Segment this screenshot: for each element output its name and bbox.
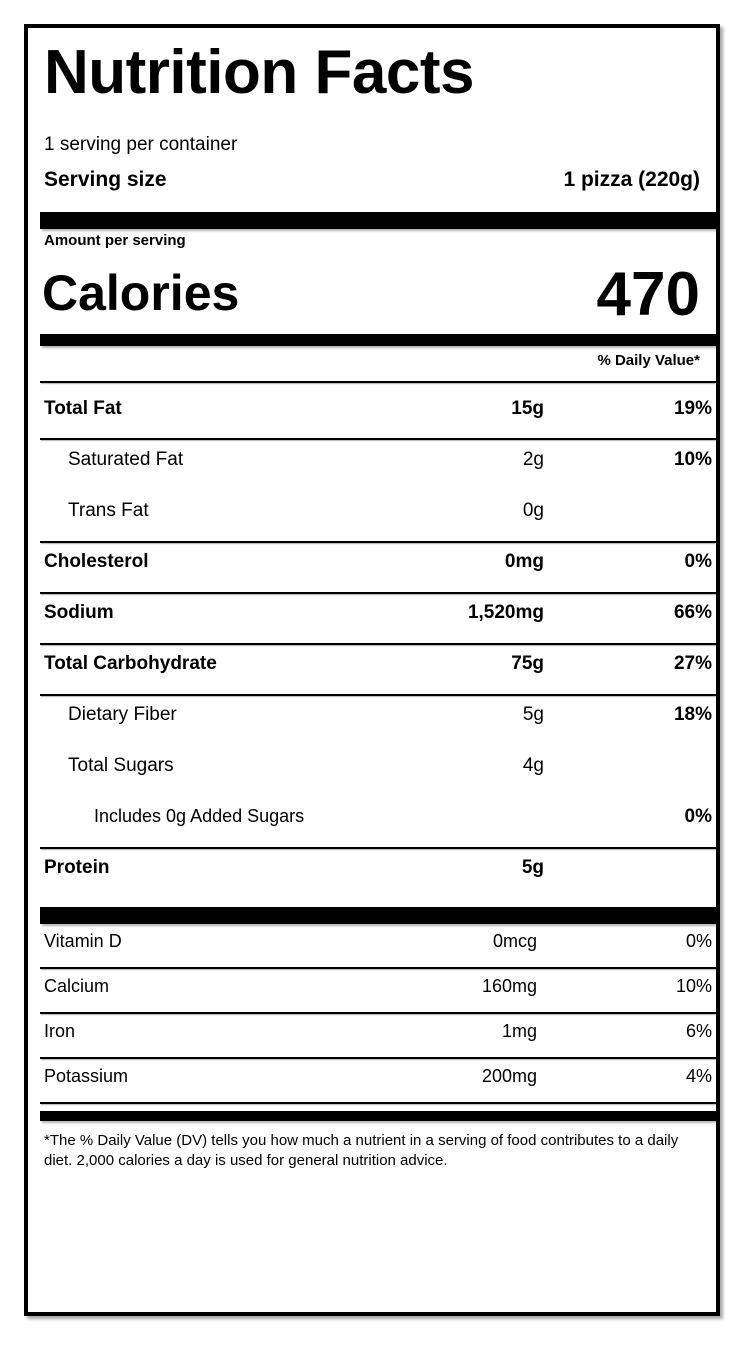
servings-per-container: 1 serving per container bbox=[44, 134, 238, 155]
vitamin-dv: 10% bbox=[675, 976, 712, 996]
nutrient-dv: 0% bbox=[684, 551, 712, 572]
nutrient-amount: 15g bbox=[511, 398, 544, 419]
nutrient-dv: 0% bbox=[684, 806, 712, 827]
vitamin-amount: 0mcg bbox=[492, 931, 537, 951]
row-divider bbox=[40, 967, 716, 969]
nutrient-amount: 5g bbox=[521, 857, 544, 878]
nutrient-amount: 0mg bbox=[504, 551, 544, 572]
row-divider bbox=[40, 643, 716, 645]
nutrient-amount: 75g bbox=[511, 653, 544, 674]
nutrient-dv: 66% bbox=[673, 602, 712, 623]
serving-size-label: Serving size bbox=[44, 168, 167, 191]
vitamin-dv: 6% bbox=[685, 1021, 712, 1041]
nutrient-amount: 0g bbox=[522, 500, 544, 521]
vitamin-amount: 200mg bbox=[481, 1066, 537, 1086]
vitamin-amount: 160mg bbox=[481, 976, 537, 996]
row-divider bbox=[40, 1012, 716, 1014]
vitamin-name: Iron bbox=[44, 1021, 76, 1041]
medium-divider bbox=[40, 1111, 716, 1121]
vitamin-dv: 4% bbox=[685, 1066, 712, 1086]
nutrient-name: Dietary Fiber bbox=[68, 704, 177, 725]
amount-per-serving: Amount per serving bbox=[44, 232, 186, 249]
nutrient-dv: 10% bbox=[673, 449, 712, 470]
nutrient-name: Sodium bbox=[44, 602, 114, 623]
nutrient-amount: 5g bbox=[522, 704, 544, 725]
label-title: Nutrition Facts bbox=[44, 38, 474, 107]
daily-value-header: % Daily Value* bbox=[597, 352, 700, 369]
serving-size-value: 1 pizza (220g) bbox=[563, 168, 700, 191]
nutrient-dv: 18% bbox=[673, 704, 712, 725]
nutrient-name: Cholesterol bbox=[44, 551, 149, 572]
calories-value: 470 bbox=[596, 260, 700, 329]
vitamin-name: Vitamin D bbox=[44, 931, 122, 951]
row-divider bbox=[40, 1102, 716, 1104]
medium-divider bbox=[40, 334, 716, 346]
vitamin-dv: 0% bbox=[685, 931, 712, 951]
row-divider bbox=[40, 592, 716, 594]
row-divider bbox=[40, 438, 716, 440]
row-divider bbox=[40, 381, 716, 383]
nutrient-name: Total Carbohydrate bbox=[44, 653, 217, 674]
row-divider bbox=[40, 847, 716, 849]
vitamin-amount: 1mg bbox=[501, 1021, 537, 1041]
nutrient-dv: 27% bbox=[673, 653, 712, 674]
nutrient-amount: 1,520mg bbox=[467, 602, 544, 623]
nutrient-name: Total Fat bbox=[44, 398, 122, 419]
thick-divider bbox=[40, 212, 716, 229]
nutrient-name: Protein bbox=[44, 857, 110, 878]
calories-label: Calories bbox=[42, 265, 240, 321]
nutrient-name: Includes 0g Added Sugars bbox=[94, 806, 305, 826]
nutrition-facts-label bbox=[24, 24, 720, 1316]
vitamin-name: Potassium bbox=[44, 1066, 129, 1086]
vitamin-name: Calcium bbox=[44, 976, 110, 996]
nutrient-name: Trans Fat bbox=[68, 500, 149, 521]
thick-divider bbox=[40, 907, 716, 924]
nutrient-amount: 4g bbox=[522, 755, 544, 776]
nutrient-name: Saturated Fat bbox=[68, 449, 184, 470]
nutrient-dv: 19% bbox=[673, 398, 712, 419]
nutrient-name: Total Sugars bbox=[68, 755, 174, 776]
nutrient-amount: 2g bbox=[522, 449, 544, 470]
row-divider bbox=[40, 541, 716, 543]
row-divider bbox=[40, 694, 716, 696]
row-divider bbox=[40, 1057, 716, 1059]
footnote: *The % Daily Value (DV) tells you how much a nutrient in a serving of food contributes to a daily diet. 2,000 calories a day is used for general nutrition advice. bbox=[44, 1132, 679, 1169]
